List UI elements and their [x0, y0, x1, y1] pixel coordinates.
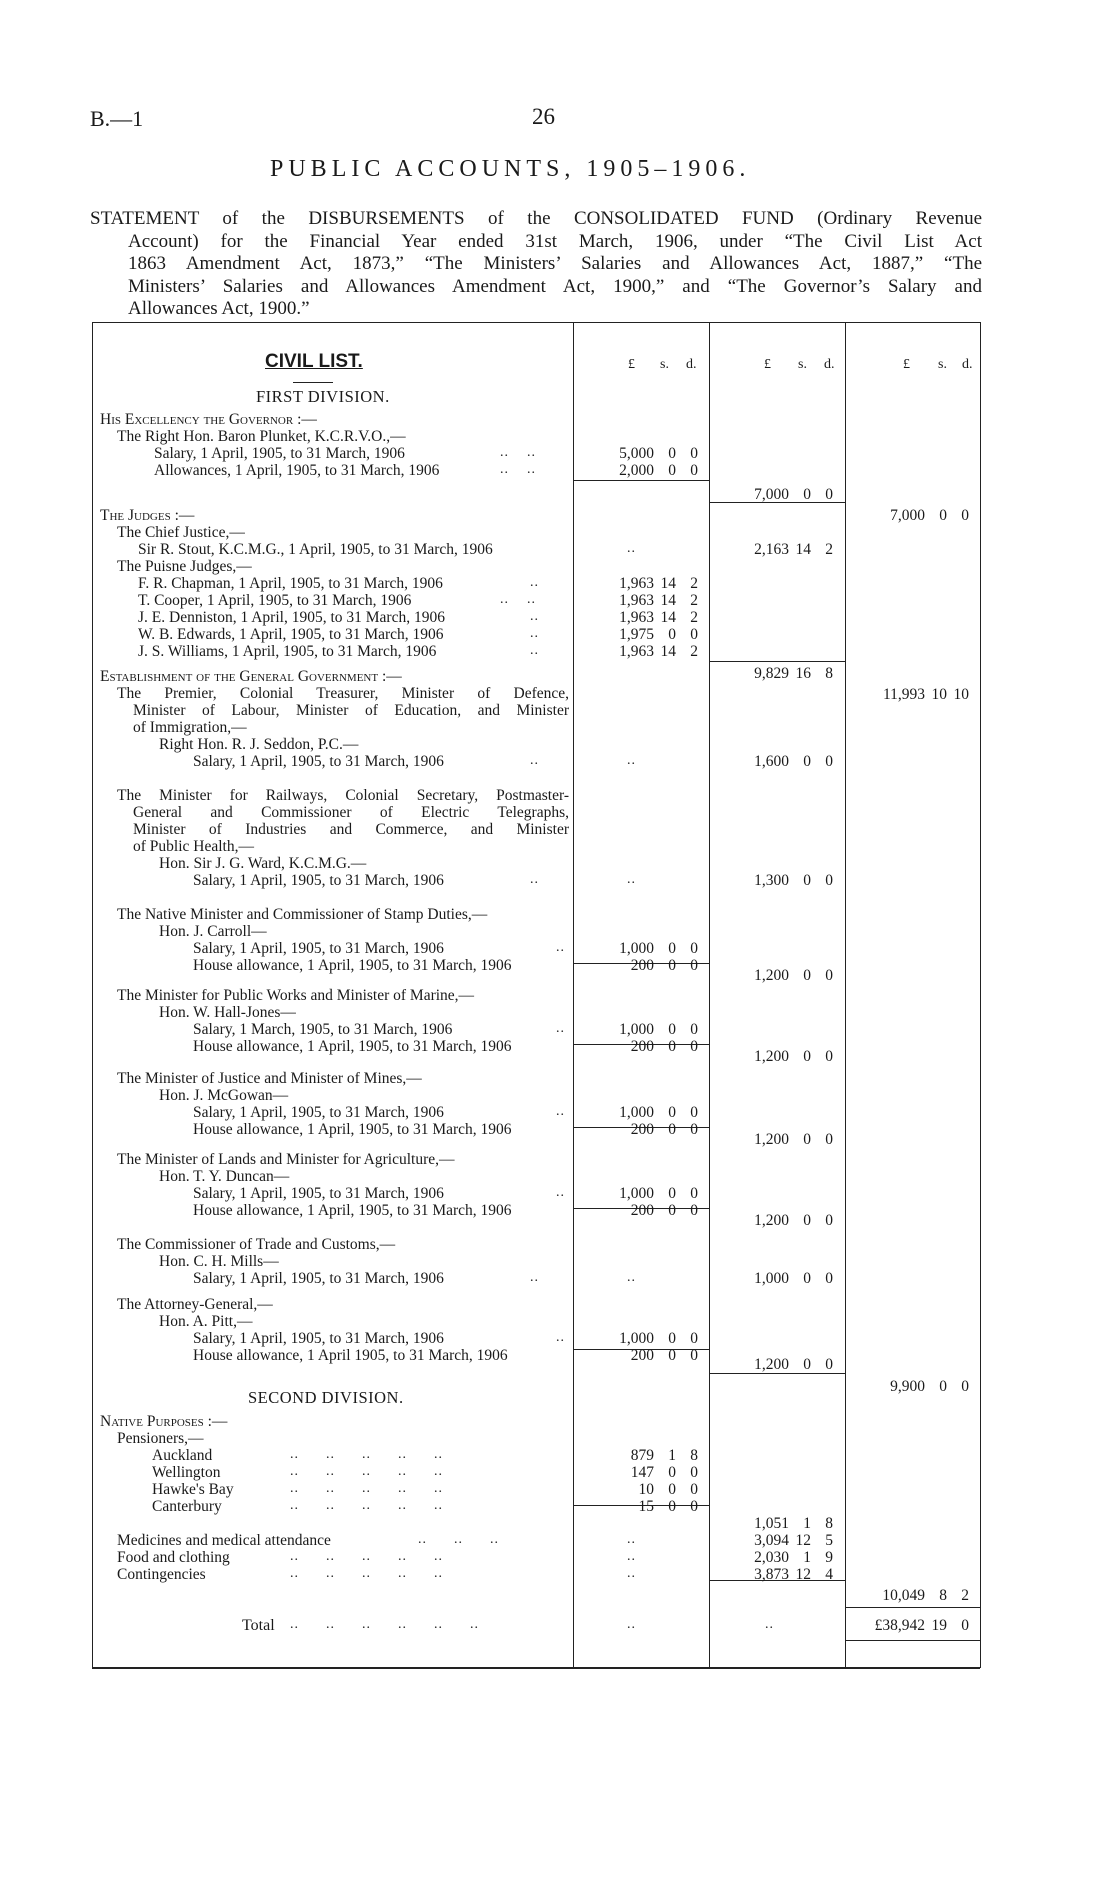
grand-total-label: Total [242, 1617, 275, 1634]
pensioners-subtotal: 1,051 1 8 [754, 1515, 833, 1532]
pounds-header: £ [764, 357, 771, 372]
justice-minister-salary-amount: 1,000 0 0 [619, 1104, 698, 1121]
judges-total: 11,993 10 10 [882, 686, 969, 703]
railways-salary-amount: 1,300 0 0 [754, 872, 833, 889]
civil-list-heading: CIVIL LIST. [265, 351, 363, 372]
justice-minister-house-amount: 200 0 0 [630, 1121, 698, 1138]
pence-header: d. [824, 357, 835, 372]
works-minister-name: Hon. W. Hall-Jones— [159, 1004, 296, 1021]
native-minister-salary-label: Salary, 1 April, 1905, to 31 March, 1906 [193, 940, 444, 957]
justice-minister-title: The Minister of Justice and Minister of Mines,— [117, 1070, 422, 1087]
railways-salary-label: Salary, 1 April, 1905, to 31 March, 1906 [193, 872, 444, 889]
premier-salary-label: Salary, 1 April, 1905, to 31 March, 1906 [193, 753, 444, 770]
attorney-general-house-label: House allowance, 1 April 1905, to 31 March, 1906 [193, 1347, 508, 1364]
railways-name: Hon. Sir J. G. Ward, K.C.M.G.— [159, 855, 367, 872]
lands-minister-salary-amount: 1,000 0 0 [619, 1185, 698, 1202]
railways-title-line: The Minister for Railways, Colonial Secretary, Postmaster- [117, 787, 569, 804]
premier-name: Right Hon. R. J. Seddon, P.C.— [159, 736, 359, 753]
medicines-amount: 3,094 12 5 [754, 1532, 833, 1549]
statement-line: Account) for the Financial Year ended 31st March, 1906, under “The Civil List Act [128, 230, 982, 252]
premier-title-line: Minister of Labour, Minister of Education, and Minister [133, 702, 569, 719]
premier-title-line: The Premier, Colonial Treasurer, Minister of Defence, [117, 685, 569, 702]
pensioner-region-amount: 15 0 0 [638, 1498, 698, 1515]
lands-minister-title: The Minister of Lands and Minister for Agriculture,— [117, 1151, 455, 1168]
attorney-general-house-amount: 200 0 0 [630, 1347, 698, 1364]
puisne-judge-label: F. R. Chapman, 1 April, 1905, to 31 March, 1906 [138, 575, 443, 592]
attorney-general-name: Hon. A. Pitt,— [159, 1313, 253, 1330]
second-division-heading: SECOND DIVISION. [248, 1388, 404, 1407]
native-minister-subtotal: 1,200 0 0 [754, 967, 833, 984]
lands-minister-house-label: House allowance, 1 April, 1905, to 31 March, 1906 [193, 1202, 512, 1219]
puisne-judge-amount: 1,963 14 2 [619, 575, 698, 592]
page-title: PUBLIC ACCOUNTS, 1905–1906. [270, 156, 751, 182]
puisne-judge-amount: 1,975 0 0 [619, 626, 698, 643]
pence-header: d. [686, 357, 697, 372]
railways-title-line: of Public Health,— [133, 838, 254, 855]
statement-line: STATEMENT of the DISBURSEMENTS of the CONSOLIDATED FUND (Ordinary Revenue [90, 208, 982, 229]
statement-heading [90, 208, 982, 321]
chief-justice-heading: The Chief Justice,— [117, 524, 245, 541]
pensioner-region-label: Canterbury [152, 1498, 222, 1515]
shillings-header: s. [938, 357, 947, 372]
attorney-general-title: The Attorney-General,— [117, 1296, 273, 1313]
pensioner-region-label: Wellington [152, 1464, 221, 1481]
native-purposes-heading: Native Purposes :— [100, 1413, 228, 1430]
pensioner-region-amount: 147 0 0 [630, 1464, 698, 1481]
governor-salary-label: Salary, 1 April, 1905, to 31 March, 1906 [154, 445, 405, 462]
trade-commissioner-title: The Commissioner of Trade and Customs,— [117, 1236, 396, 1253]
puisne-judge-amount: 1,963 14 2 [619, 643, 698, 660]
contingencies-amount: 3,873 12 4 [754, 1566, 833, 1583]
puisne-judge-label: J. E. Denniston, 1 April, 1905, to 31 March, 1906 [138, 609, 445, 626]
lands-minister-house-amount: 200 0 0 [630, 1202, 698, 1219]
page-number: 26 [532, 104, 555, 129]
pensioner-region-amount: 879 1 8 [630, 1447, 698, 1464]
grand-total-amount: £38,942 19 0 [874, 1617, 969, 1634]
shillings-header: s. [660, 357, 669, 372]
attorney-general-subtotal: 1,200 0 0 [754, 1356, 833, 1373]
railways-title-line: General and Commissioner of Electric Telegraphs, [133, 804, 569, 821]
justice-minister-subtotal: 1,200 0 0 [754, 1131, 833, 1148]
premier-title-line: of Immigration,— [133, 719, 247, 736]
puisne-judge-amount: 1,963 14 2 [619, 592, 698, 609]
food-clothing-label: Food and clothing [117, 1549, 230, 1566]
puisne-judges-heading: The Puisne Judges,— [117, 558, 252, 575]
attorney-general-salary-label: Salary, 1 April, 1905, to 31 March, 1906 [193, 1330, 444, 1347]
puisne-judge-label: W. B. Edwards, 1 April, 1905, to 31 March, 1906 [138, 626, 444, 643]
trade-commissioner-salary-label: Salary, 1 April, 1905, to 31 March, 1906 [193, 1270, 444, 1287]
chief-justice-amount: 2,163 14 2 [754, 541, 833, 558]
works-minister-salary-label: Salary, 1 March, 1905, to 31 March, 1906 [193, 1021, 453, 1038]
works-minister-subtotal: 1,200 0 0 [754, 1048, 833, 1065]
pensioner-region-label: Auckland [152, 1447, 213, 1464]
lands-minister-name: Hon. T. Y. Duncan— [159, 1168, 290, 1185]
pensioners-heading: Pensioners,— [117, 1430, 204, 1447]
works-minister-title: The Minister for Public Works and Minister of Marine,— [117, 987, 475, 1004]
works-minister-house-amount: 200 0 0 [630, 1038, 698, 1055]
governor-salary-amount: 5,000 0 0 [619, 445, 698, 462]
puisne-judge-amount: 1,963 14 2 [619, 609, 698, 626]
pensioner-region-label: Hawke's Bay [152, 1481, 234, 1498]
puisne-judge-label: T. Cooper, 1 April, 1905, to 31 March, 1906 [138, 592, 412, 609]
statement-line: 1863 Amendment Act, 1873,” “The Ministers’ Salaries and Allowances Act, 1887,” “The [128, 253, 982, 274]
governor-allowances-label: Allowances, 1 April, 1905, to 31 March, 1906 [154, 462, 440, 479]
lands-minister-salary-label: Salary, 1 April, 1905, to 31 March, 1906 [193, 1185, 444, 1202]
governor-name: The Right Hon. Baron Plunket, K.C.R.V.O.,— [117, 428, 406, 445]
judges-heading: The Judges :— [100, 507, 195, 524]
food-clothing-amount: 2,030 1 9 [754, 1549, 833, 1566]
governor-allowances-amount: 2,000 0 0 [619, 462, 698, 479]
contingencies-label: Contingencies [117, 1566, 206, 1583]
pounds-header: £ [628, 357, 635, 372]
works-minister-house-label: House allowance, 1 April, 1905, to 31 March, 1906 [193, 1038, 512, 1055]
chief-justice-label: Sir R. Stout, K.C.M.G., 1 April, 1905, to 31 March, 1906 [138, 541, 493, 558]
establishment-heading: Establishment of the General Government :— [100, 668, 402, 685]
native-minister-house-amount: 200 0 0 [630, 957, 698, 974]
justice-minister-name: Hon. J. McGowan— [159, 1087, 289, 1104]
justice-minister-salary-label: Salary, 1 April, 1905, to 31 March, 1906 [193, 1104, 444, 1121]
statement-line: Allowances Act, 1900.” [128, 298, 310, 319]
puisne-judges-subtotal: 9,829 16 8 [754, 665, 833, 682]
puisne-judge-label: J. S. Williams, 1 April, 1905, to 31 March, 1906 [138, 643, 437, 660]
shillings-header: s. [798, 357, 807, 372]
medicines-label: Medicines and medical attendance [117, 1532, 331, 1549]
trade-commissioner-name: Hon. C. H. Mills— [159, 1253, 279, 1270]
lands-minister-subtotal: 1,200 0 0 [754, 1212, 833, 1229]
native-minister-title: The Native Minister and Commissioner of Stamp Duties,— [117, 906, 488, 923]
native-minister-house-label: House allowance, 1 April, 1905, to 31 March, 1906 [193, 957, 512, 974]
works-minister-salary-amount: 1,000 0 0 [619, 1021, 698, 1038]
document-reference: B.—1 [90, 106, 144, 131]
native-purposes-total: 10,049 8 2 [882, 1587, 969, 1604]
governor-total: 7,000 0 0 [890, 507, 969, 524]
trade-commissioner-salary-amount: 1,000 0 0 [754, 1270, 833, 1287]
statement-line: Ministers’ Salaries and Allowances Amendment Act, 1900,” and “The Governor’s Salary and [128, 275, 982, 297]
first-division-heading: FIRST DIVISION. [256, 387, 390, 406]
governor-heading: His Excellency the Governor :— [100, 411, 317, 428]
governor-subtotal: 7,000 0 0 [754, 486, 833, 503]
premier-salary-amount: 1,600 0 0 [754, 753, 833, 770]
native-minister-salary-amount: 1,000 0 0 [619, 940, 698, 957]
justice-minister-house-label: House allowance, 1 April, 1905, to 31 March, 1906 [193, 1121, 512, 1138]
native-minister-name: Hon. J. Carroll— [159, 923, 267, 940]
establishment-total: 9,900 0 0 [890, 1378, 969, 1395]
pensioner-region-amount: 10 0 0 [638, 1481, 698, 1498]
pence-header: d. [962, 357, 973, 372]
pounds-header: £ [903, 357, 910, 372]
attorney-general-salary-amount: 1,000 0 0 [619, 1330, 698, 1347]
railways-title-line: Minister of Industries and Commerce, and Minister [133, 821, 569, 838]
